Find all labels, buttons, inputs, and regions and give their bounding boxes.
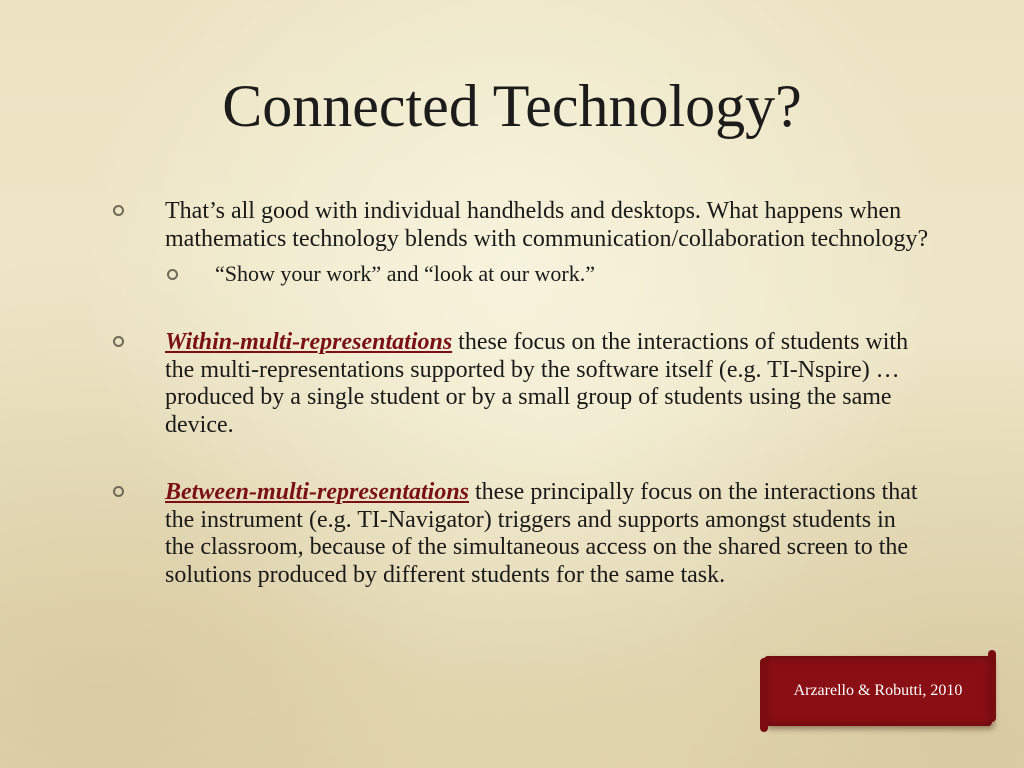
slide-content: [110, 198, 930, 589]
sub-bullet-text: “Show your work” and “look at our work.”: [215, 261, 596, 286]
bullet-circle-icon: [113, 486, 124, 497]
bullet-text: these principally focus on the interactions that the instrument (e.g. TI-Navigator) triggers and supports amongst students in the classroom, because of the simultaneous access on the shared screen to the solutions produced by different students for the same task.: [165, 479, 918, 588]
bullet-circle-icon: [113, 336, 124, 347]
term-within-multi-representations: Within-multi-representations: [165, 329, 453, 355]
bullet-circle-icon: [113, 205, 124, 216]
citation-text: Arzarello & Robutti, 2010: [793, 682, 963, 699]
bullet-item-3: [110, 479, 930, 589]
citation-scroll-badge: [764, 656, 992, 726]
slide-title: Connected Technology?: [222, 73, 802, 139]
bullet-text: That’s all good with individual handhelds and desktops. What happens when mathematics technology blends with communication/collaboration technology?: [165, 198, 929, 252]
bullet-item-2: [110, 329, 930, 439]
term-between-multi-representations: Between-multi-representations: [165, 479, 470, 505]
sub-bullet-item-1: [110, 261, 930, 287]
sub-bullet-circle-icon: [167, 269, 178, 280]
bullet-item-1: [110, 198, 930, 253]
bullet-text: these focus on the interactions of students with the multi-representations supported by the software itself (e.g. TI-Nspire) … produced by a single student or by a small group of students using the same device.: [165, 329, 909, 438]
